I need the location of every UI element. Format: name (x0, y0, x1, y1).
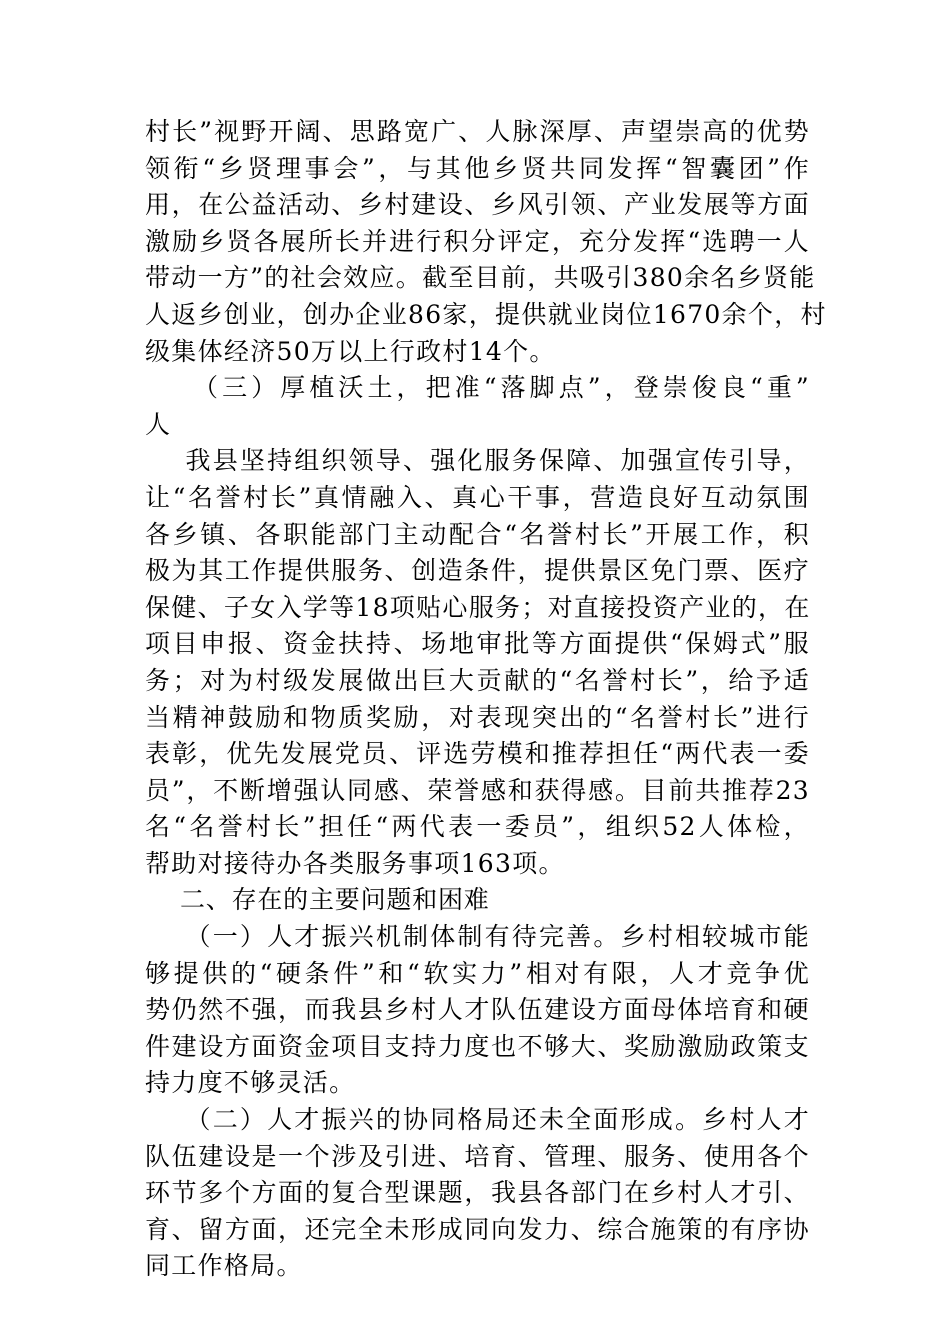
section-heading: 二、存在的主要问题和困难 (145, 885, 490, 915)
paragraph-line: 环节多个方面的复合型课题，我县各部门在乡村人才引、 (145, 1178, 810, 1208)
paragraph-line: 帮助对接待办各类服务事项163项。 (145, 848, 565, 878)
paragraph-line: 同工作格局。 (145, 1251, 303, 1281)
paragraph-line: （一）人才振兴机制体制有待完善。乡村相较城市能 (145, 922, 810, 952)
paragraph-line: 员”，不断增强认同感、荣誉感和获得感。目前共推荐23 (145, 775, 810, 805)
paragraph-line: 当精神鼓励和物质奖励，对表现突出的“名誉村长”进行 (145, 702, 810, 732)
paragraph-line: 用，在公益活动、乡村建设、乡风引领、产业发展等方面 (145, 190, 810, 220)
paragraph-line: 激励乡贤各展所长并进行积分评定，充分发挥“选聘一人 (145, 226, 810, 256)
paragraph-line: 持力度不够灵活。 (145, 1068, 356, 1098)
paragraph-line: 带动一方”的社会效应。截至目前，共吸引380余名乡贤能 (145, 263, 816, 293)
paragraph-line: 人 (145, 409, 172, 439)
paragraph-line: 级集体经济50万以上行政村14个。 (145, 336, 556, 366)
paragraph-line: 让“名誉村长”真情融入、真心干事，营造良好互动氛围 (145, 482, 810, 512)
paragraph-line: 名“名誉村长”担任“两代表一委员”，组织52人体检， (145, 812, 810, 842)
paragraph-line: 极为其工作提供服务、创造条件，提供景区免门票、医疗 (145, 556, 810, 586)
document-body (145, 114, 827, 1285)
paragraph-line: （二）人才振兴的协同格局还未全面形成。乡村人才 (145, 1105, 810, 1135)
paragraph-line: 项目申报、资金扶持、场地审批等方面提供“保姆式”服 (145, 629, 810, 659)
paragraph-line: 保健、子女入学等18项贴心服务；对直接投资产业的，在 (145, 592, 811, 622)
paragraph-line: 育、留方面，还完全未形成同向发力、综合施策的有序协 (145, 1214, 810, 1244)
paragraph-line: 队伍建设是一个涉及引进、培育、管理、服务、使用各个 (145, 1141, 810, 1171)
paragraph-line: 势仍然不强，而我县乡村人才队伍建设方面母体培育和硬 (145, 995, 810, 1025)
paragraph-line: 表彰，优先发展党员、评选劳模和推荐担任“两代表一委 (145, 739, 810, 769)
paragraph-line: 村长”视野开阔、思路宽广、人脉深厚、声望崇高的优势 (145, 117, 810, 146)
paragraph-line: 件建设方面资金项目支持力度也不够大、奖励激励政策支 (145, 1031, 810, 1061)
paragraph-line: 人返乡创业，创办企业86家，提供就业岗位1670余个，村 (145, 299, 827, 329)
paragraph-line: 领衔“乡贤理事会”，与其他乡贤共同发挥“智囊团”作 (145, 153, 810, 183)
paragraph-line: 务；对为村级发展做出巨大贡献的“名誉村长”，给予适 (145, 665, 810, 695)
paragraph-line: 我县坚持组织领导、强化服务保障、加强宣传引导， (145, 446, 810, 476)
paragraph-line: 够提供的“硬条件”和“软实力”相对有限，人才竞争优 (145, 958, 810, 988)
paragraph-line: 各乡镇、各职能部门主动配合“名誉村长”开展工作，积 (145, 519, 810, 549)
paragraph-line: （三）厚植沃土，把准“落脚点”，登崇俊良“重” (145, 373, 810, 403)
